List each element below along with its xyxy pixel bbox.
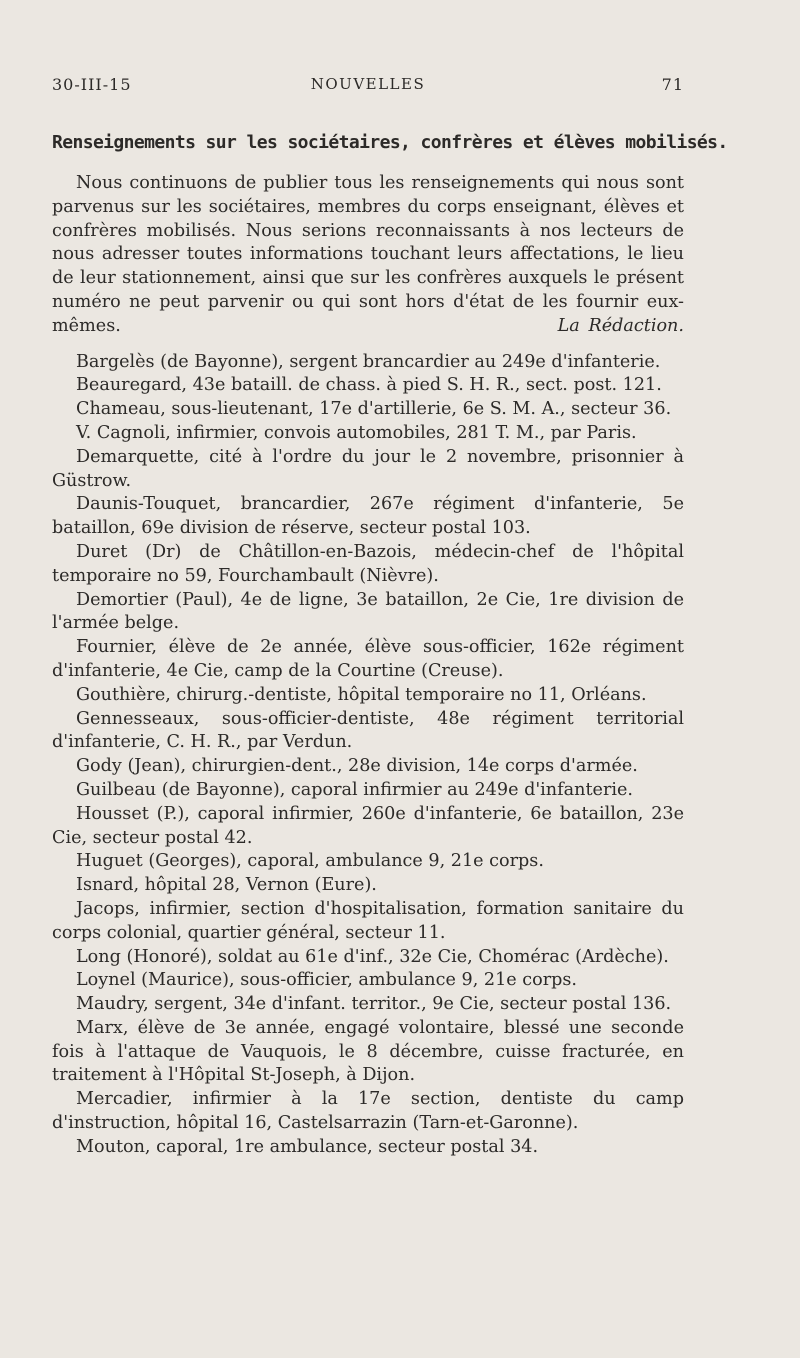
page-number: 71	[661, 75, 684, 94]
intro-text: Nous continuons de publier tous les renseignements qui nous sont parvenus sur les sociétaires, membres du corps enseignant, élèves et confrères mobilisés. Nous serions reconnaissants à nos lecteurs de nous adresser toutes informations touchant leurs affectations, le lieu de leur stationnement, ainsi que sur les confrères auxquels le présent numéro ne peut parvenir ou qui sont hors d'état de les fournir eux-mêmes.	[52, 173, 684, 336]
list-item: Marx, élève de 3e année, engagé volontaire, blessé une seconde fois à l'attaque de Vauquois, le 8 décembre, cuisse fracturée, en traitement à l'Hôpital St-Joseph, à Dijon.	[52, 1017, 684, 1086]
header-section: NOUVELLES	[310, 75, 426, 93]
list-item: Gennesseaux, sous-officier-dentiste, 48e régiment territorial d'infanterie, C. H. R., par Verdun.	[52, 708, 684, 753]
list-item: Gouthière, chirurg.-dentiste, hôpital temporaire no 11, Orléans.	[76, 684, 647, 705]
list-item: Huguet (Georges), caporal, ambulance 9, 21e corps.	[76, 851, 544, 872]
list-item: Long (Honoré), soldat au 61e d'inf., 32e Cie, Chomérac (Ardèche).	[76, 946, 669, 967]
entries-list	[52, 351, 684, 1160]
list-item: Maudry, sergent, 34e d'infant. territor., 9e Cie, secteur postal 136.	[76, 994, 672, 1015]
signature: La Rédaction.	[557, 315, 684, 336]
list-item: Demarquette, cité à l'ordre du jour le 2 novembre, prisonnier à Güstrow.	[52, 446, 684, 491]
list-item: Jacops, infirmier, section d'hospitalisation, formation sanitaire du corps colonial, quartier général, secteur 11.	[52, 898, 684, 943]
list-item: Isnard, hôpital 28, Vernon (Eure).	[76, 875, 377, 896]
list-item: Gody (Jean), chirurgien-dent., 28e division, 14e corps d'armée.	[76, 756, 638, 777]
header-date: 30-III-15	[52, 75, 132, 94]
list-item: Daunis-Touquet, brancardier, 267e régiment d'infanterie, 5e bataillon, 69e division de réserve, secteur postal 103.	[52, 494, 684, 539]
list-item: Beauregard, 43e bataill. de chass. à pied S. H. R., sect. post. 121.	[76, 375, 662, 396]
list-item: Demortier (Paul), 4e de ligne, 3e bataillon, 2e Cie, 1re division de l'armée belge.	[52, 589, 684, 634]
list-item: Mouton, caporal, 1re ambulance, secteur postal 34.	[76, 1136, 539, 1157]
list-item: Guilbeau (de Bayonne), caporal infirmier au 249e d'infanterie.	[76, 779, 633, 800]
article-body	[52, 172, 684, 1160]
list-item: Duret (Dr) de Châtillon-en-Bazois, médecin-chef de l'hôpital temporaire no 59, Fourchambault (Nièvre).	[52, 541, 684, 586]
list-item: Housset (P.), caporal infirmier, 260e d'infanterie, 6e bataillon, 23e Cie, secteur postal 42.	[52, 803, 684, 848]
list-item: Loynel (Maurice), sous-officier, ambulance 9, 21e corps.	[76, 970, 578, 991]
section-title: Renseignements sur les sociétaires, confrères et élèves mobilisés.	[52, 132, 728, 153]
intro-paragraph	[52, 172, 684, 339]
list-item: V. Cagnoli, infirmier, convois automobiles, 281 T. M., par Paris.	[76, 422, 637, 443]
list-item: Fournier, élève de 2e année, élève sous-officier, 162e régiment d'infanterie, 4e Cie, camp de la Courtine (Creuse).	[52, 637, 684, 681]
list-item: Bargelès (de Bayonne), sergent brancardier au 249e d'infanterie.	[76, 351, 661, 372]
list-item: Mercadier, infirmier à la 17e section, dentiste du camp d'instruction, hôpital 16, Castelsarrazin (Tarn-et-Garonne).	[52, 1089, 684, 1134]
list-item: Chameau, sous-lieutenant, 17e d'artillerie, 6e S. M. A., secteur 36.	[76, 399, 672, 420]
